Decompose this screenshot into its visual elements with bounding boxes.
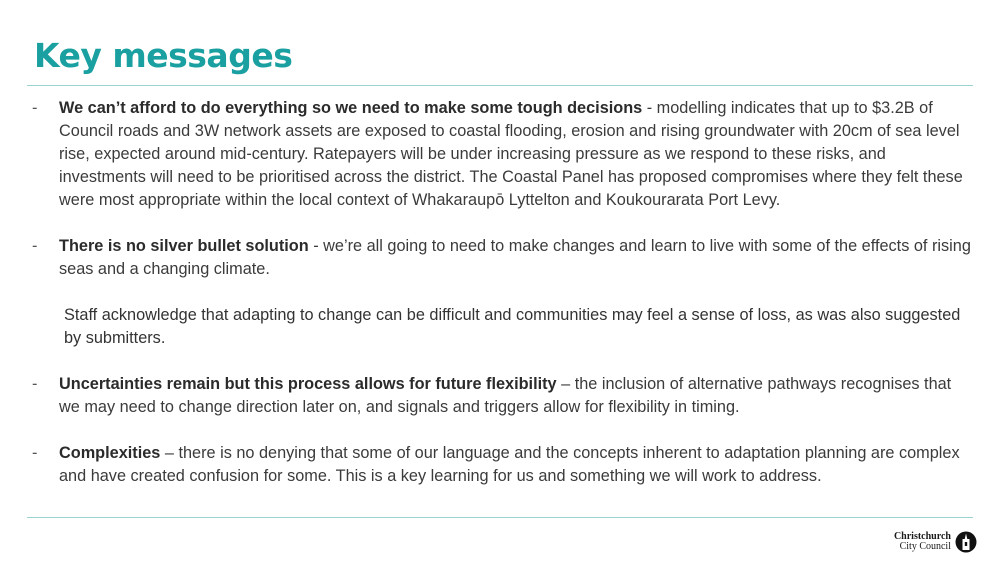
bullet-dash: - — [32, 237, 38, 255]
list-item-body: - we’re all going to need to make changes and learn to live with some of the effects of rising seas and a changing climate. — [59, 237, 971, 278]
page-title: Key messages — [34, 36, 293, 75]
list-item-text — [59, 373, 975, 419]
list-item-body: – there is no denying that some of our language and the concepts inherent to adaptation planning are complex and have created confusion for some. This is a key learning for us and something we will work to address. — [59, 444, 960, 485]
logo-line-1: Christchurch — [893, 531, 951, 542]
bullet-dash: - — [32, 375, 38, 393]
list-item-text — [59, 97, 975, 212]
list-item-text — [59, 235, 975, 281]
list-item-text — [59, 442, 975, 488]
list-item — [30, 235, 975, 281]
title-divider — [27, 85, 973, 86]
list-item-heading: We can’t afford to do everything so we need to make some tough decisions — [59, 99, 643, 117]
list-item-heading: Complexities — [59, 444, 161, 462]
footer-divider — [27, 517, 973, 518]
list-item-body: – the inclusion of alternative pathways recognises that we may need to change direction later on, and signals and triggers allow for flexibility in timing. — [59, 375, 952, 416]
bullet-dash: - — [32, 99, 38, 117]
list-item — [30, 373, 975, 419]
council-logo — [894, 531, 977, 553]
key-messages-list — [30, 97, 975, 488]
list-item — [30, 442, 975, 488]
logo-line-2: City Council — [899, 541, 951, 552]
logo-text — [894, 532, 951, 552]
bullet-dash: - — [32, 444, 38, 462]
christchurch-cathedral-icon — [955, 531, 977, 553]
list-item-heading: There is no silver bullet solution — [59, 237, 309, 255]
list-item-body: - modelling indicates that up to $3.2B of Council roads and 3W network assets are exposed to coastal flooding, erosion and rising groundwater with 20cm of sea level rise, expected around mid-century. Ratepayers will be under increasing pressure as we respond to these risks, and investments will need to be prioritised across the district. The Coastal Panel has proposed compromises where they felt these were most appropriate within the local context of Whakaraupō Lyttelton and Koukourarata Port Levy. — [59, 99, 963, 209]
list-item — [30, 97, 975, 212]
staff-note: Staff acknowledge that adapting to change can be difficult and communities may feel a sense of loss, as was also suggested by submitters. — [64, 306, 961, 347]
list-item-heading: Uncertainties remain but this process allows for future flexibility — [59, 375, 557, 393]
